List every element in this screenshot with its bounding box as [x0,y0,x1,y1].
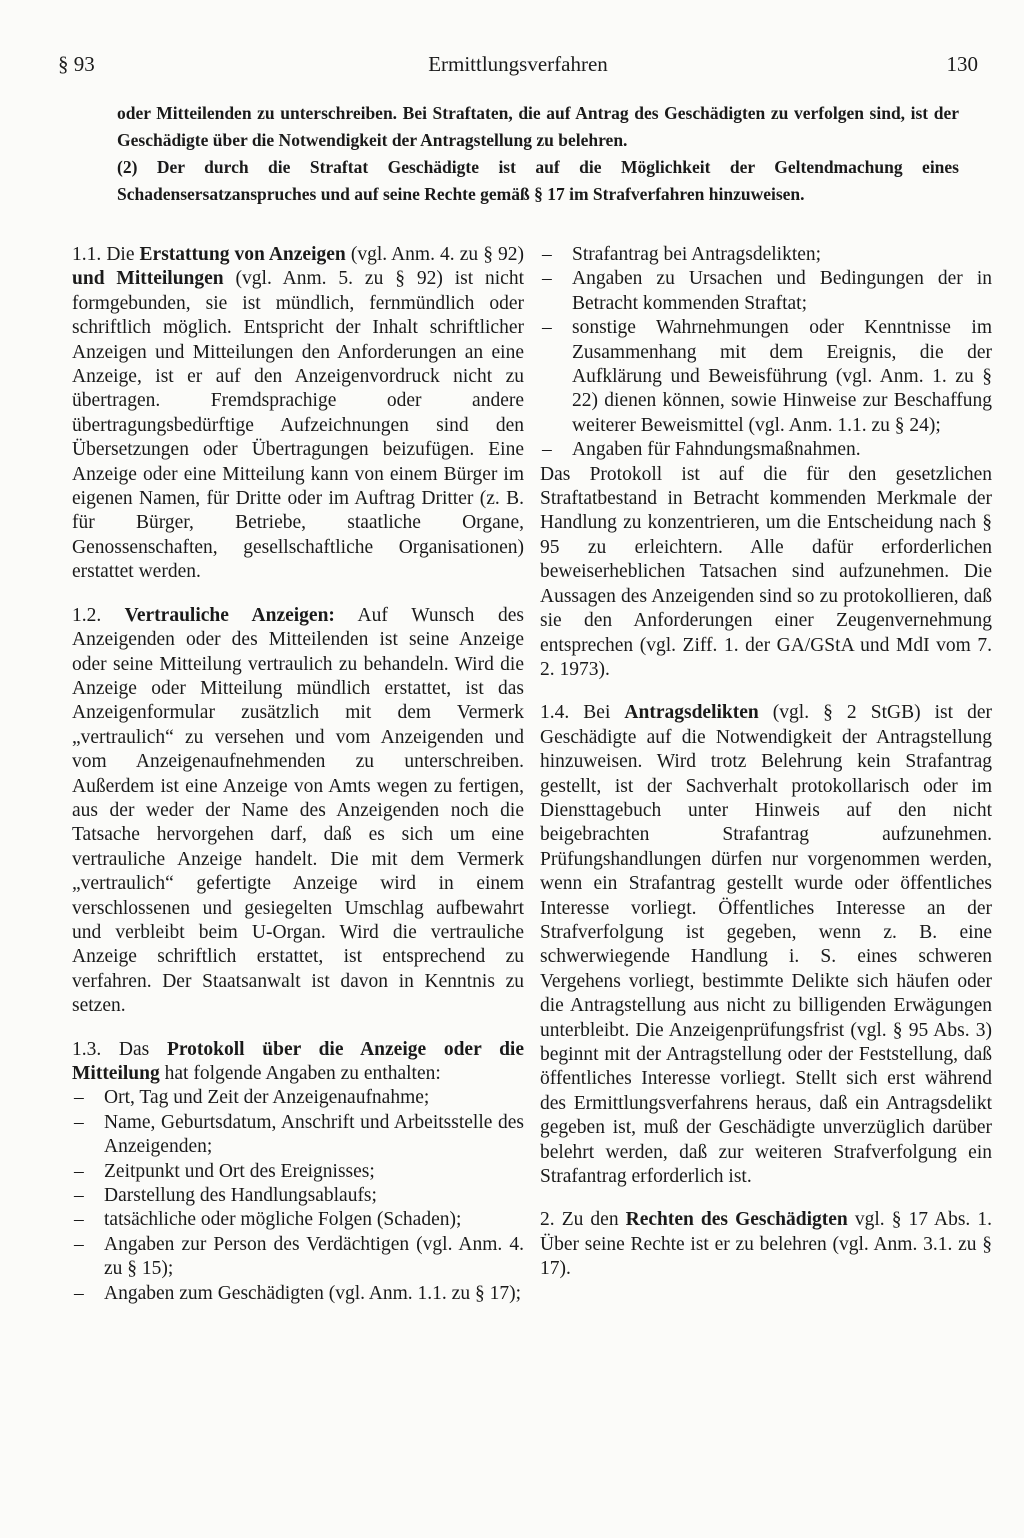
list-item: – Angaben zum Geschädigten (vgl. Anm. 1.1. zu § 17); [72,1282,524,1306]
keyword: Antragsdelikten [624,702,759,724]
list-item: – Darstellung des Handlungsablaufs; [72,1184,524,1208]
list-item: – Angaben für Fahndungsmaßnahmen. [540,438,992,462]
section-number: § 93 [58,52,95,76]
annotation-number: 1.3. [72,1038,102,1060]
page-number: 130 [946,52,978,76]
annotation-1-2: 1.2. Vertrauliche Anzeigen: Auf Wunsch des Anzeigenden oder des Mitteilenden ist seine Anzeige oder seine Mitteilung vertraulich zu behandeln. Wird die Anzeige oder Mitteilung mündlich erstattet, ist das Anzeigenformular zusätzlich mit dem Vermerk „vertraulich“ zu versehen und vom Anzeigenden und vom Anzeigenaufnehmenden zu unterschreiben. Außerdem ist eine Anzeige von Amts wegen zu fertigen, aus der weder der Name des Anzeigenden noch die Tatsache hervorgehen darf, daß es sich um eine vertrauliche Anzeige handelt. Die mit dem Vermerk „vertraulich“ gefertigte Anzeige wird in einem verschlossenen und gesiegelten Umschlag aufbewahrt und verbleibt beim U-Organ. Wird die vertrauliche Anzeige schriftlich erstattet, ist entsprechend zu verfahren. Der Staatsanwalt ist davon in Kenntnis zu setzen. [72,604,524,1017]
annotation-number: 2. [540,1209,555,1231]
annotation-number: 1.1. [72,244,102,265]
annotation-1-3: 1.3. Das Protokoll über die Anzeige oder die Mitteilung hat folgende Angaben zu enthalten: [72,1038,524,1084]
page-header [58,52,978,80]
keyword: Protokoll über die Anzeige oder die Mitteilung [72,1038,524,1084]
statute-paragraph-1: oder Mitteilenden zu unterschreiben. Bei Straftaten, die auf Antrag des Geschädigten zu verfolgen sind, ist der Geschädigte über die Notwendigkeit der Antragstellung zu belehren. [117,103,959,150]
keyword: Rechten des Geschädigten [625,1209,848,1231]
protocol-requirements-list [72,1086,524,1306]
list-item: – Strafantrag bei Antragsdelikten; [540,243,992,267]
annotation-1-4: 1.4. Bei Antragsdelikten (vgl. § 2 StGB) ist der Geschädigte auf die Notwendigkeit der Antragstellung hinzuweisen. Wird trotz Belehrung kein Strafantrag gestellt, ist der Sachverhalt protokollarisch oder im Diensttagebuch unter Hinweis auf den nicht beigebrachten Strafantrag aufzunehmen. Prüfungshandlungen dürfen nur vorgenommen werden, wenn ein Strafantrag gestellt wurde oder öffentliches Interesse vorliegt. Öffentliches Interesse an der Strafverfolgung ist gegeben, wenn z. B. eine schwerwiegende Handlung i. S. eines schweren Vergehens vorliegt, bestimmte Delikte sich häufen oder die Antragstellung aus nicht zu billigenden Erwägungen unterbleibt. Die Anzeigenprüfungsfrist (vgl. § 95 Abs. 3) beginnt mit der Antragstellung oder der Feststellung, daß öffentliches Interesse vorliegt. Stellt sich erst während des Ermittlungsverfahrens heraus, daß ein Antragsdelikt gegeben ist, muß der Geschädigte unverzüglich darüber belehrt werden, daß zur weiteren Strafverfolgung ein Strafantrag erforderlich ist. [540,702,992,1188]
keyword: Erstattung von Anzeigen [139,244,346,265]
running-title: Ermittlungsverfahren [428,52,608,76]
right-column [540,243,992,1301]
annotation-1-1: 1.1. Die Erstattung von Anzeigen (vgl. Anm. 4. zu § 92) und Mitteilungen (vgl. Anm. 5. zu § 92) ist nicht formgebunden, sie ist mündlich, fernmündlich oder schriftlich möglich. Entspricht der Inhalt schriftlicher Anzeigen und Mitteilungen den Anforderungen an eine Anzeige, ist er auf den Anzeigenvordruck nicht zu übertragen. Fremdsprachige oder andere übertragungsbedürftige Aufzeichnungen sind den Übersetzungen oder Übertragungen beizufügen. Eine Anzeige oder eine Mitteilung kann von einem Bürger im eigenen Namen, für Dritte oder im Auftrag Dritter (z. B. für Bürger, Betriebe, staatliche Organe, Genossenschaften, gesellschaftliche Organisationen) erstattet werden. [72,244,525,583]
protocol-requirements-list-continued [540,243,992,463]
keyword: Vertrauliche Anzeigen: [101,604,335,626]
annotation-number: 1.4. [540,702,570,724]
list-item: – sonstige Wahrnehmungen oder Kenntnisse im Zusammenhang mit dem Ereignis, die der Aufklärung und Beweisführung (vgl. Anm. 1. zu § 22) dienen können, sowie Hinweise zur Beschaffung weiterer Beweismittel (vgl. Anm. 1.1. zu § 24); [540,316,992,438]
annotation-2: 2. Zu den Rechten des Geschädigten vgl. § 17 Abs. 1. Über seine Rechte ist er zu belehren (vgl. Anm. 3.1. zu § 17). [540,1209,992,1280]
protocol-note: Das Protokoll ist auf die für den gesetzlichen Straftatbestand in Betracht kommenden Merkmale der Handlung zu konzentrieren, um die Entscheidung nach § 95 zu erleichtern. Alle dafür erforderlichen beweiserheblichen Tatsachen sind aufzunehmen. Die Aussagen des Anzeigenden sind so zu protokollieren, daß sie den Anforderungen einer Zeugenvernehmung entsprechen (vgl. Ziff. 1. der GA/GStA und MdI vom 7. 2. 1973). [540,463,992,680]
list-item: – Angaben zu Ursachen und Bedingungen der in Betracht kommenden Straftat; [540,267,992,316]
list-item: – Ort, Tag und Zeit der Anzeigenaufnahme; [72,1086,524,1110]
list-item: – Name, Geburtsdatum, Anschrift und Arbeitsstelle des Anzeigenden; [72,1111,524,1160]
statute-paragraph-2: (2) Der durch die Straftat Geschädigte ist auf die Möglichkeit der Geltendmachung eines Schadensersatzanspruches und auf seine Rechte gemäß § 17 im Strafverfahren hinzuweisen. [117,157,959,204]
left-column [72,243,524,1306]
list-item: – tatsächliche oder mögliche Folgen (Schaden); [72,1208,524,1232]
annotation-number: 1.2. [72,604,102,626]
list-item: – Angaben zur Person des Verdächtigen (vgl. Anm. 4. zu § 15); [72,1233,524,1282]
list-item: – Zeitpunkt und Ort des Ereignisses; [72,1160,524,1184]
statute-text [117,100,959,208]
keyword: und Mitteilungen [72,268,224,290]
